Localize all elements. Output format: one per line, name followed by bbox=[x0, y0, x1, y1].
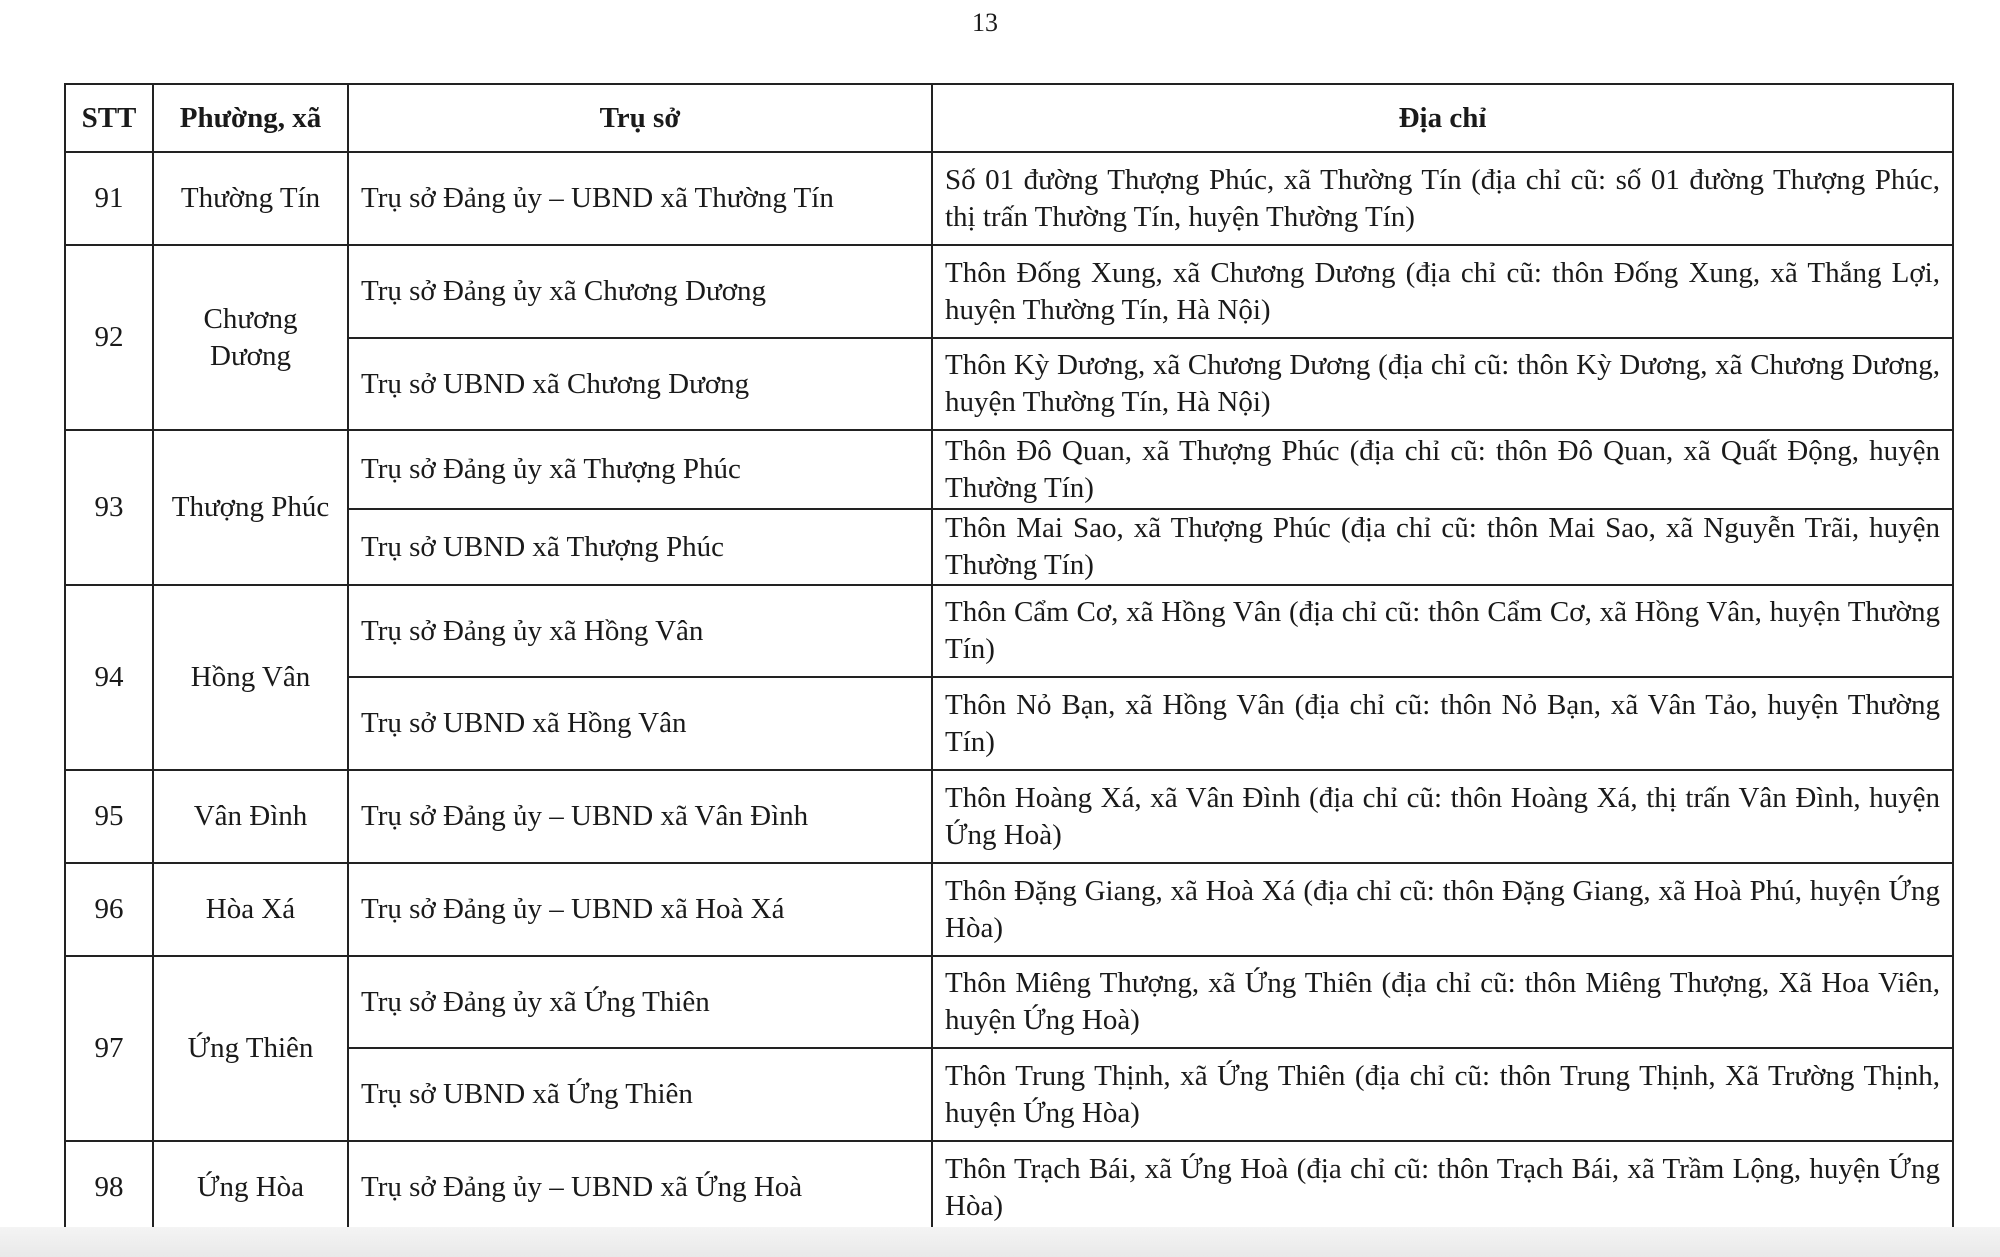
stt-cell: 91 bbox=[65, 152, 153, 245]
address-cell: Thôn Đống Xung, xã Chương Dương (địa chỉ cũ: thôn Đống Xung, xã Thắng Lợi, huyện Thường Tín, Hà Nội) bbox=[932, 245, 1953, 338]
table-header bbox=[65, 84, 1953, 152]
ward-cell: Ứng Thiên bbox=[153, 956, 348, 1141]
table-row bbox=[65, 430, 1953, 509]
table-row bbox=[65, 956, 1953, 1048]
address-cell: Thôn Mai Sao, xã Thượng Phúc (địa chỉ cũ: thôn Mai Sao, xã Nguyễn Trãi, huyện Thường Tín) bbox=[932, 509, 1953, 585]
page-bottom-edge bbox=[0, 1227, 2000, 1257]
address-cell: Thôn Kỳ Dương, xã Chương Dương (địa chỉ cũ: thôn Kỳ Dương, xã Chương Dương, huyện Thường Tín, Hà Nội) bbox=[932, 338, 1953, 430]
stt-cell: 92 bbox=[65, 245, 153, 430]
stt-cell: 98 bbox=[65, 1141, 153, 1234]
headquarters-cell: Trụ sở Đảng ủy xã Hồng Vân bbox=[348, 585, 932, 677]
table-row bbox=[65, 245, 1953, 338]
table-row bbox=[65, 863, 1953, 956]
header-row bbox=[65, 84, 1953, 152]
header-stt: STT bbox=[65, 84, 153, 152]
address-cell: Thôn Trạch Bái, xã Ứng Hoà (địa chỉ cũ: thôn Trạch Bái, xã Trầm Lộng, huyện Ứng Hòa) bbox=[932, 1141, 1953, 1234]
ward-cell: Vân Đình bbox=[153, 770, 348, 863]
headquarters-cell: Trụ sở UBND xã Hồng Vân bbox=[348, 677, 932, 770]
headquarters-cell: Trụ sở Đảng ủy xã Thượng Phúc bbox=[348, 430, 932, 509]
table-row bbox=[65, 1048, 1953, 1141]
headquarters-cell: Trụ sở Đảng ủy xã Ứng Thiên bbox=[348, 956, 932, 1048]
stt-cell: 96 bbox=[65, 863, 153, 956]
page-number: 13 bbox=[972, 8, 998, 37]
table-row bbox=[65, 152, 1953, 245]
address-cell: Thôn Đặng Giang, xã Hoà Xá (địa chỉ cũ: thôn Đặng Giang, xã Hoà Phú, huyện Ứng Hòa) bbox=[932, 863, 1953, 956]
address-cell: Thôn Trung Thịnh, xã Ứng Thiên (địa chỉ cũ: thôn Trung Thịnh, Xã Trường Thịnh, huyện Ứng Hòa) bbox=[932, 1048, 1953, 1141]
headquarters-cell: Trụ sở UBND xã Chương Dương bbox=[348, 338, 932, 430]
table-row bbox=[65, 770, 1953, 863]
ward-cell: Hòa Xá bbox=[153, 863, 348, 956]
address-cell: Thôn Đô Quan, xã Thượng Phúc (địa chỉ cũ: thôn Đô Quan, xã Quất Động, huyện Thường Tín) bbox=[932, 430, 1953, 509]
table-row bbox=[65, 509, 1953, 585]
headquarters-cell: Trụ sở Đảng ủy – UBND xã Vân Đình bbox=[348, 770, 932, 863]
ward-cell: Hồng Vân bbox=[153, 585, 348, 770]
ward-cell: Ứng Hòa bbox=[153, 1141, 348, 1234]
headquarters-table bbox=[64, 83, 1954, 1235]
header-address: Địa chỉ bbox=[932, 84, 1953, 152]
ward-cell: Thường Tín bbox=[153, 152, 348, 245]
stt-cell: 95 bbox=[65, 770, 153, 863]
table-row bbox=[65, 1141, 1953, 1234]
headquarters-cell: Trụ sở Đảng ủy – UBND xã Hoà Xá bbox=[348, 863, 932, 956]
address-cell: Thôn Miêng Thượng, xã Ứng Thiên (địa chỉ cũ: thôn Miêng Thượng, Xã Hoa Viên, huyện Ứng Hoà) bbox=[932, 956, 1953, 1048]
table-row bbox=[65, 338, 1953, 430]
address-cell: Thôn Nỏ Bạn, xã Hồng Vân (địa chỉ cũ: thôn Nỏ Bạn, xã Vân Tảo, huyện Thường Tín) bbox=[932, 677, 1953, 770]
header-headquarters: Trụ sở bbox=[348, 84, 932, 152]
headquarters-cell: Trụ sở Đảng ủy – UBND xã Thường Tín bbox=[348, 152, 932, 245]
address-cell: Thôn Cẩm Cơ, xã Hồng Vân (địa chỉ cũ: thôn Cẩm Cơ, xã Hồng Vân, huyện Thường Tín) bbox=[932, 585, 1953, 677]
headquarters-cell: Trụ sở UBND xã Thượng Phúc bbox=[348, 509, 932, 585]
ward-cell: Thượng Phúc bbox=[153, 430, 348, 585]
headquarters-cell: Trụ sở Đảng ủy xã Chương Dương bbox=[348, 245, 932, 338]
stt-cell: 94 bbox=[65, 585, 153, 770]
table-row bbox=[65, 677, 1953, 770]
address-cell: Thôn Hoàng Xá, xã Vân Đình (địa chỉ cũ: thôn Hoàng Xá, thị trấn Vân Đình, huyện Ứng Hoà) bbox=[932, 770, 1953, 863]
header-ward: Phường, xã bbox=[153, 84, 348, 152]
table-row bbox=[65, 585, 1953, 677]
headquarters-cell: Trụ sở Đảng ủy – UBND xã Ứng Hoà bbox=[348, 1141, 932, 1234]
ward-cell: Chương Dương bbox=[153, 245, 348, 430]
address-cell: Số 01 đường Thượng Phúc, xã Thường Tín (địa chỉ cũ: số 01 đường Thượng Phúc, thị trấn Thường Tín, huyện Thường Tín) bbox=[932, 152, 1953, 245]
table-body bbox=[65, 152, 1953, 1234]
headquarters-cell: Trụ sở UBND xã Ứng Thiên bbox=[348, 1048, 932, 1141]
stt-cell: 93 bbox=[65, 430, 153, 585]
stt-cell: 97 bbox=[65, 956, 153, 1141]
